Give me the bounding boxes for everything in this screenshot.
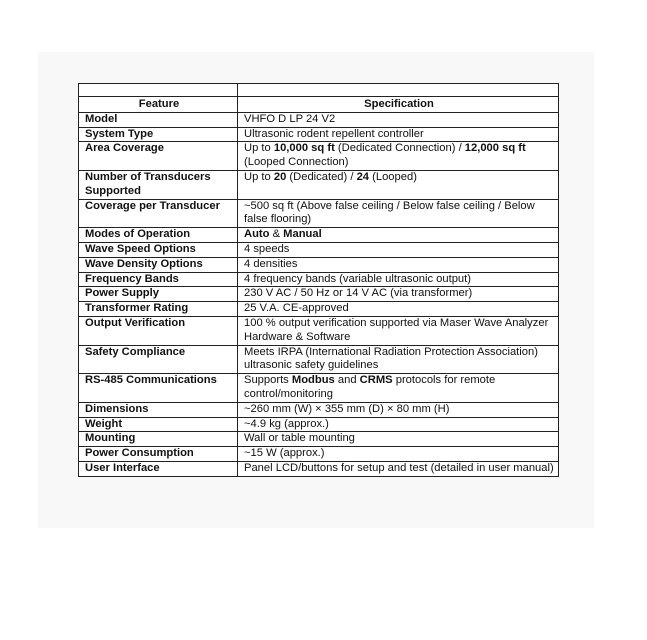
spec-cell (238, 257, 559, 272)
feature-cell: User Interface (79, 461, 238, 476)
spec-text-bold: 12,000 sq ft (464, 142, 526, 155)
spec-text: protocols for remote control/monitoring (244, 374, 496, 400)
feature-cell: Model (79, 112, 238, 127)
spec-text: 100 % output verification supported via Maser Wave Analyzer Hardware & Software (244, 316, 549, 343)
spec-cell (238, 461, 559, 476)
spec-text: (Dedicated Connection) / (334, 142, 465, 155)
table-row (79, 287, 559, 302)
table-row (79, 417, 559, 432)
spec-text-bold: 10,000 sq ft (273, 142, 335, 155)
spec-text: 25 V.A. CE-approved (244, 302, 349, 315)
feature-cell: Coverage per Transducer (79, 199, 238, 228)
table-row (79, 242, 559, 257)
spec-cell (238, 302, 559, 317)
spec-text: Ultrasonic rodent repellent controller (244, 127, 424, 140)
spec-text: and (334, 374, 360, 387)
spec-text: ~4.9 kg (approx.) (244, 417, 329, 430)
table-row (79, 316, 559, 345)
feature-cell: System Type (79, 127, 238, 142)
feature-cell: Power Supply (79, 287, 238, 302)
feature-cell: Number of Transducers Supported (79, 170, 238, 199)
spec-cell (238, 432, 559, 447)
spec-text: 4 speeds (244, 242, 290, 255)
feature-cell: RS-485 Communications (79, 374, 238, 403)
feature-cell: Mounting (79, 432, 238, 447)
table-row (79, 447, 559, 462)
spec-cell (238, 447, 559, 462)
spec-text-bold: CRMS (359, 374, 393, 387)
spec-cell (238, 287, 559, 302)
feature-cell: Frequency Bands (79, 272, 238, 287)
spec-cell (238, 242, 559, 257)
table-row (79, 302, 559, 317)
feature-cell: Dimensions (79, 402, 238, 417)
spec-text: Up to (244, 142, 274, 155)
spec-cell (238, 402, 559, 417)
spec-text: (Looped Connection) (244, 156, 349, 169)
spec-text: ~500 sq ft (Above false ceiling / Below false ceiling / Below false flooring) (244, 199, 535, 226)
feature-cell: Weight (79, 417, 238, 432)
spec-cell (238, 228, 559, 243)
spec-text-bold: Auto (244, 228, 270, 241)
spec-cell (238, 345, 559, 374)
spec-text: ~15 W (approx.) (244, 447, 325, 460)
spec-cell (238, 127, 559, 142)
spec-text: Wall or table mounting (244, 432, 355, 445)
feature-cell: Safety Compliance (79, 345, 238, 374)
table-row (79, 374, 559, 403)
table-row (79, 402, 559, 417)
spec-cell (238, 374, 559, 403)
spec-text: 4 frequency bands (variable ultrasonic output) (244, 272, 471, 285)
table-row (79, 170, 559, 199)
spec-text: ~260 mm (W) × 355 mm (D) × 80 mm (H) (244, 402, 450, 415)
header-row (79, 97, 559, 113)
blank-cell (79, 84, 238, 97)
spec-text: VHFO D LP 24 V2 (244, 112, 336, 125)
table-row (79, 345, 559, 374)
blank-cell (238, 84, 559, 97)
spec-text: (Looped) (369, 170, 417, 183)
table-row (79, 142, 559, 171)
spec-text-bold: Manual (283, 228, 322, 241)
blank-row (79, 84, 559, 97)
spec-cell (238, 199, 559, 228)
table-row (79, 199, 559, 228)
spec-cell (238, 316, 559, 345)
table-row (79, 432, 559, 447)
spec-text: Panel LCD/buttons for setup and test (detailed in user manual) (244, 461, 554, 474)
table-row (79, 461, 559, 476)
table-row (79, 228, 559, 243)
feature-cell: Wave Speed Options (79, 242, 238, 257)
feature-cell: Output Verification (79, 316, 238, 345)
feature-cell: Wave Density Options (79, 257, 238, 272)
table-row (79, 257, 559, 272)
spec-text: Up to (244, 170, 274, 183)
spec-cell (238, 170, 559, 199)
feature-cell: Area Coverage (79, 142, 238, 171)
spec-text: & (269, 228, 284, 241)
spec-text: 4 densities (244, 257, 298, 270)
spec-cell (238, 112, 559, 127)
spec-cell (238, 272, 559, 287)
spec-cell (238, 417, 559, 432)
header-feature: Feature (79, 97, 238, 113)
feature-cell: Transformer Rating (79, 302, 238, 317)
spec-cell (238, 142, 559, 171)
spec-table (78, 83, 559, 477)
spec-text-bold: 20 (273, 170, 287, 183)
table-row (79, 272, 559, 287)
table-row (79, 112, 559, 127)
feature-cell: Modes of Operation (79, 228, 238, 243)
header-specification: Specification (238, 97, 559, 113)
spec-text-bold: Modbus (291, 374, 335, 387)
spec-text: Meets IRPA (International Radiation Protection Association) ultrasonic safety guidelines (244, 345, 538, 372)
spec-text: 230 V AC / 50 Hz or 14 V AC (via transformer) (244, 287, 473, 300)
spec-text: Supports (244, 374, 292, 387)
spec-text: (Dedicated) / (286, 170, 357, 183)
feature-cell: Power Consumption (79, 447, 238, 462)
spec-text-bold: 24 (356, 170, 370, 183)
table-row (79, 127, 559, 142)
